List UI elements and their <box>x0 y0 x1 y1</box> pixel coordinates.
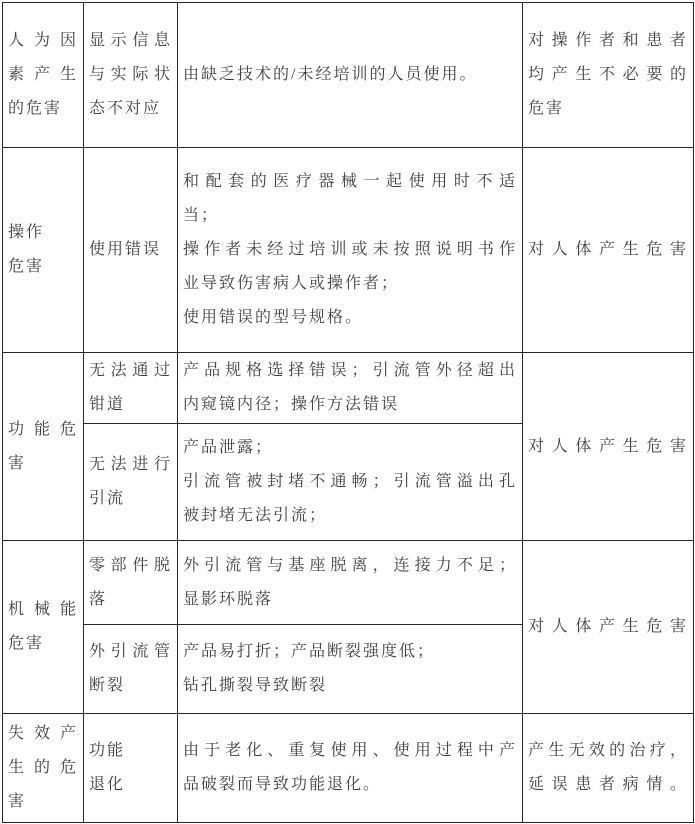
cell-hazard-category: 功能危 害 <box>3 353 84 541</box>
cell-hazard-mode: 零部件脱 落 <box>84 541 178 625</box>
cell-hazard-mode: 外引流管 断裂 <box>84 625 178 714</box>
table-row <box>3 353 694 424</box>
cell-hazard-cause: 由缺乏技术的/未经培训的人员使用。 <box>178 3 523 148</box>
cell-hazard-mode: 功能 退化 <box>84 714 178 823</box>
cell-hazard-mode: 使用错误 <box>84 148 178 353</box>
table-row <box>3 148 694 353</box>
cell-hazard-mode: 显示信息 与实际状 态不对应 <box>84 3 178 148</box>
cell-hazard-cause: 产品易打折；产品断裂强度低； 钻孔撕裂导致断裂 <box>178 625 523 714</box>
cell-hazard-cause: 产品规格选择错误；引流管外径超出 内窥镜内径；操作方法错误 <box>178 353 523 424</box>
cell-hazard-mode: 无法进行 引流 <box>84 424 178 541</box>
cell-hazard-consequence: 对人体产生危害 <box>523 353 694 541</box>
table-row <box>3 714 694 823</box>
cell-hazard-cause: 外引流管与基座脱离，连接力不足； 显影环脱落 <box>178 541 523 625</box>
cell-hazard-consequence: 对人体产生危害 <box>523 541 694 714</box>
table-row <box>3 3 694 148</box>
cell-hazard-consequence: 对操作者和患者 均产生不必要的 危害 <box>523 3 694 148</box>
cell-hazard-cause: 产品泄露； 引流管被封堵不通畅；引流管溢出孔 被封堵无法引流； <box>178 424 523 541</box>
cell-hazard-cause: 和配套的医疗器械一起使用时不适 当； 操作者未经过培训或未按照说明书作 业导致伤害病人或操作者； 使用错误的型号规格。 <box>178 148 523 353</box>
cell-hazard-consequence: 产生无效的治疗， 延误患者病情。 <box>523 714 694 823</box>
cell-hazard-consequence: 对人体产生危害 <box>523 148 694 353</box>
cell-hazard-category: 人为因 素产生 的危害 <box>3 3 84 148</box>
hazard-analysis-table <box>2 2 694 823</box>
cell-hazard-category: 操作 危害 <box>3 148 84 353</box>
cell-hazard-category: 机械能 危害 <box>3 541 84 714</box>
cell-hazard-cause: 由于老化、重复使用、使用过程中产 品破裂而导致功能退化。 <box>178 714 523 823</box>
cell-hazard-mode: 无法通过 钳道 <box>84 353 178 424</box>
cell-hazard-category: 失效产 生的危 害 <box>3 714 84 823</box>
table-row <box>3 541 694 625</box>
